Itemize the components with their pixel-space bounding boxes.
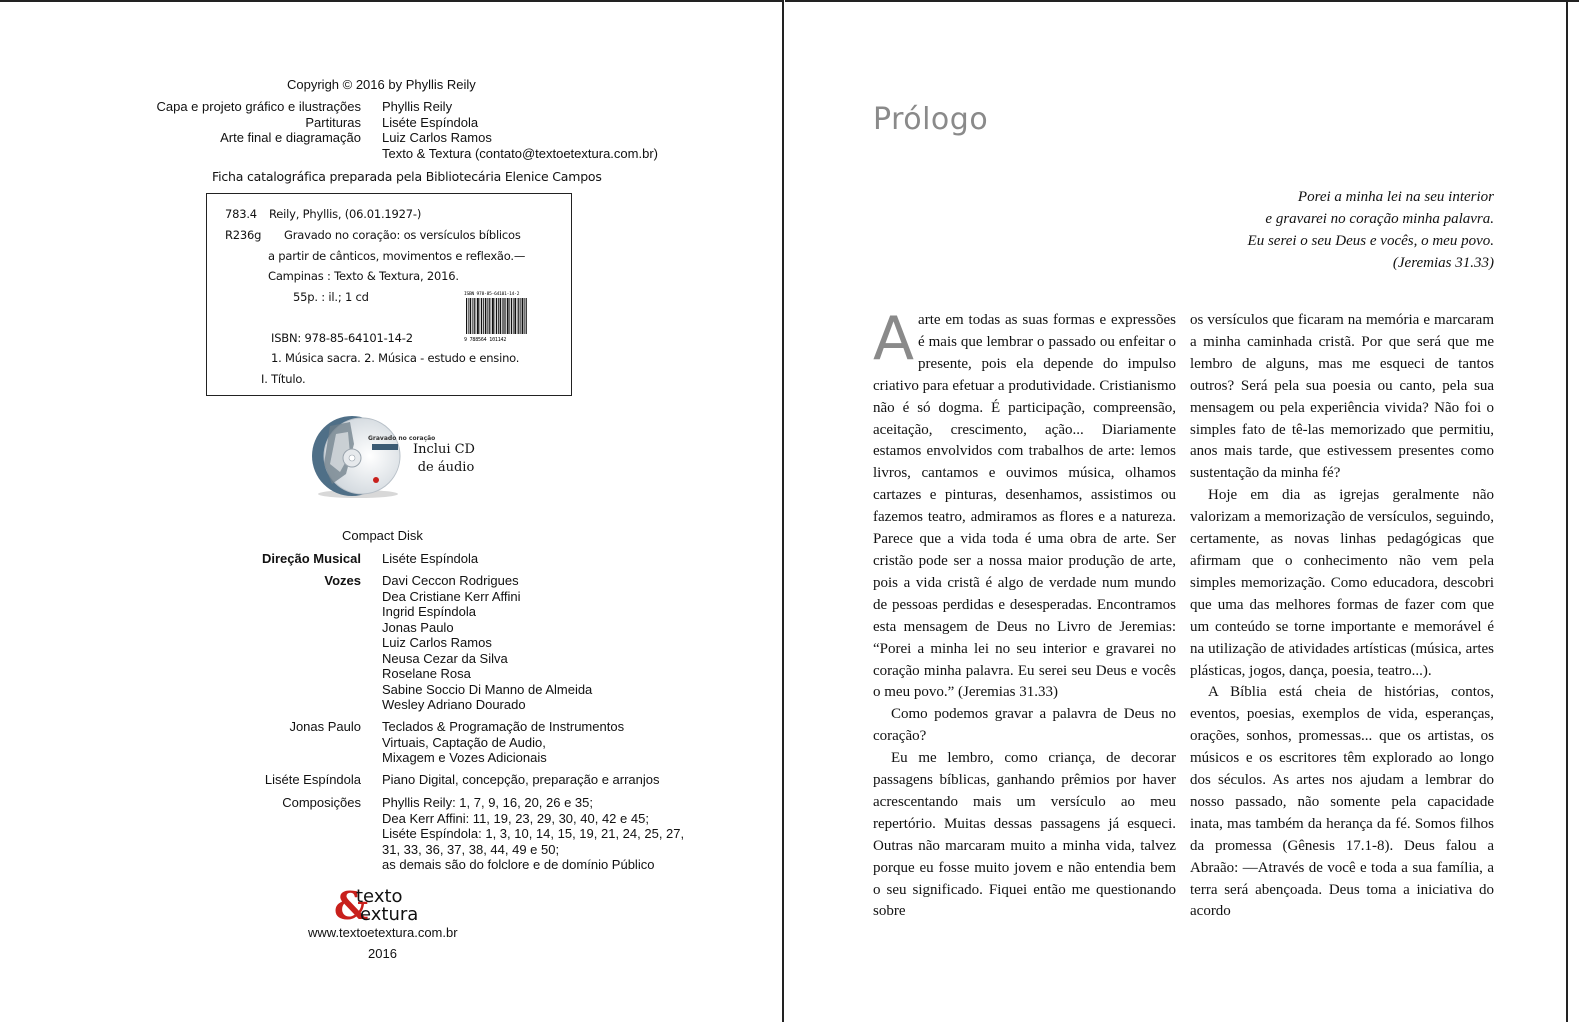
isbn-barcode [464, 290, 528, 342]
paragraph: Eu me lembro, como criança, de decorar passagens bíblicas, ganhando prêmios por haver acrescentando mais um versículo ao meu repertório. Muitas dessas passagens já esqueci. Outras não marcaram muito a minha vida, talvez porque eu fosse muito jovem e não entendia bem o seu significado. Fiquei então me questionando sobre [873, 750, 1176, 920]
voice-name: Ingrid Espíndola [382, 604, 476, 619]
production-label: Composições [282, 795, 361, 810]
production-label: Vozes [324, 573, 361, 588]
logo-word: texto [356, 886, 403, 907]
paragraph: Como podemos gravar a palavra de Deus no coração? [873, 706, 1176, 745]
voice-name: Jonas Paulo [382, 619, 454, 635]
epigraph-citation: (Jeremias 31.33) [1392, 255, 1494, 271]
copyright-line: Copyrigh © 2016 by Phyllis Reily [287, 77, 476, 92]
production-label: Liséte Espíndola [264, 772, 361, 787]
voice-name: Luiz Carlos Ramos [382, 635, 492, 650]
publication-year: 2016 [368, 946, 397, 961]
production-label: Direção Musical [262, 551, 361, 566]
barcode-digits: 9 788564 101142 [464, 337, 507, 343]
logo-word: extura [360, 904, 419, 925]
logo-ampersand: & [334, 883, 369, 928]
paragraph: Hoje em dia as igrejas geralmente não valorizam a memorização de versículos, seguindo, certamente, as novas linhas pedagógicas que afirmam que o conhecimento não vem pela simples memorização. Como educadora, descobri que uma das melhores formas de fazer com que um conteúdo se torne importante e memorável é na utilização de atividades artísticas (música, artes plásticas, jogos, dança, poesia, teatro...). [1190, 487, 1494, 679]
production-value: Virtuais, Captação de Audio, [382, 734, 546, 750]
text-column-2 [1190, 310, 1494, 923]
composition-credit: Dea Kerr Affini: 11, 19, 23, 29, 30, 40, 42 e 45; [382, 810, 649, 826]
epigraph [1100, 186, 1494, 274]
page-spine [782, 0, 784, 1022]
voice-name: Neusa Cezar da Silva [382, 650, 508, 666]
production-value: Teclados & Programação de Instrumentos [382, 719, 625, 734]
cd-badge-line: de áudio [417, 460, 475, 475]
production-value: Piano Digital, concepção, preparação e arranjos [382, 772, 660, 787]
voice-name: Wesley Adriano Dourado [382, 697, 526, 712]
credit-role: Partituras [305, 115, 361, 130]
credit-name: Phyllis Reily [382, 99, 453, 114]
publisher-website: www.textoetextura.com.br [308, 925, 458, 940]
composition-credit: Liséte Espíndola: 1, 3, 10, 14, 15, 19, 21, 24, 25, 27, [382, 826, 685, 841]
title-line: Gravado no coração: os versículos bíblicos [284, 228, 521, 242]
production-label: Jonas Paulo [289, 719, 361, 734]
credit-role: Capa e projeto gráfico e ilustrações [156, 99, 361, 114]
disc-label: Gravado no coração [368, 435, 436, 442]
left-page [0, 0, 783, 1022]
page-edge [1566, 0, 1568, 1022]
cd-disc-image [310, 414, 436, 500]
credit-name: Texto & Textura (contato@textoetextura.com.br) [382, 146, 658, 161]
composition-credit: as demais são do folclore e de domínio Público [382, 857, 655, 872]
paragraph [873, 304, 1176, 704]
voice-name: Sabine Soccio Di Manno de Almeida [382, 681, 593, 697]
imprint: Campinas : Texto & Textura, 2016. [268, 269, 459, 283]
voice-name: Davi Ceccon Rodrigues [382, 573, 519, 588]
isbn: ISBN: 978-85-64101-14-2 [271, 331, 413, 345]
publisher-logo [334, 883, 434, 928]
paragraph: A Bíblia está cheia de histórias, contos, eventos, poesias, exemplos de vida, esperanças, orações, sonhos, promessas... que os artistas, os músicos e os escritores têm explorado ao longo dos séculos. As artes nos ajudam a lembrar do nosso passado, não somente pela capacidade inata, mas também da herança da fé. Somos filhos da promessa (Gênesis 17.1-8). Deus falou a Abraão: —Através de você e toda a sua família, a terra será abençoada. Deus toma a iniciativa do acordo [1190, 684, 1494, 920]
chapter-title: Prólogo [873, 102, 989, 137]
cd-badge-line: Inclui CD [413, 442, 475, 457]
class-number: 783.4 [225, 207, 257, 221]
catalog-card [206, 193, 572, 396]
voice-name: Dea Cristiane Kerr Affini [382, 588, 521, 604]
drop-cap: A [873, 304, 915, 374]
author-entry: Reily, Phyllis, (06.01.1927-) [269, 207, 422, 221]
cd-title: Compact Disk [342, 528, 423, 543]
production-value: Mixagem e Vozes Adicionais [382, 750, 547, 765]
paragraph-text: arte em todas as suas formas e expressões é mais que lembrar o passado ou enfeitar o presente, pois ela depende do impulso criativo para efetuar a produtividade. Cristianismo não é só dogma. É participação, compreensão, aceitação, crescimento, ação... Diariamente estamos envolvidos com trabalhos de arte: lemos livros, cantamos e ouvimos música, olhamos cartazes e pinturas, desenhamos, assistimos ou fazemos teatro, admiramos as flores e a natureza. Parece que a vida toda é uma obra de arte. Ser cristão pode ser a nossa maior produção de arte, pois a vida cristã é algo de verdade num mundo de pessoas perdidas e desesperadas. Encontramos esta mensagem de Deus no Livro de Jeremias: “Porei a minha lei no seu interior e gravarei no coração minha palavra. Eu serei seu Deus e vocês o meu povo.” (Jeremias 31.33) [873, 312, 1176, 701]
text-column-1 [873, 304, 1176, 923]
epigraph-line: Porei a minha lei na seu interior [1297, 189, 1494, 205]
title-entry: I. Título. [261, 372, 306, 386]
composition-credit: 31, 33, 36, 37, 38, 44, 49 e 50; [382, 841, 560, 857]
epigraph-line: e gravarei no coração minha palavra. [1265, 211, 1494, 227]
credit-role: Arte final e diagramação [220, 130, 361, 145]
subjects: 1. Música sacra. 2. Música - estudo e ensino. [271, 351, 520, 365]
paragraph: os versículos que ficaram na memória e marcaram a minha caminhada cristã. Por que será que me lembro de alguns, mas me esqueci de tantos outros? Será pela sua poesia ou canto, pela sua mensagem ou pela experiência vivida? Não foi o simples fato de tê-las memorizado que permitiu, anos mais tarde, que estivessem presentes como sustentação da minha fé? [1190, 312, 1494, 482]
title-line: a partir de cânticos, movimentos e reflexão.— [268, 249, 526, 263]
barcode-text: ISBN 978-85-64101-14-2 [464, 292, 520, 297]
catalog-card-heading: Ficha catalográfica preparada pela Bibliotecária Elenice Campos [212, 169, 602, 184]
epigraph-line: Eu serei o seu Deus e vocês, o meu povo. [1247, 233, 1494, 249]
production-value: Liséte Espíndola [382, 551, 479, 566]
credit-name: Luiz Carlos Ramos [382, 130, 492, 145]
voice-name: Roselane Rosa [382, 666, 471, 681]
credit-name: Liséte Espíndola [382, 115, 479, 130]
physical-description: 55p. : il.; 1 cd [293, 290, 369, 304]
composition-credit: Phyllis Reily: 1, 7, 9, 16, 20, 26 e 35; [382, 795, 594, 810]
cutter-number: R236g [225, 228, 262, 242]
